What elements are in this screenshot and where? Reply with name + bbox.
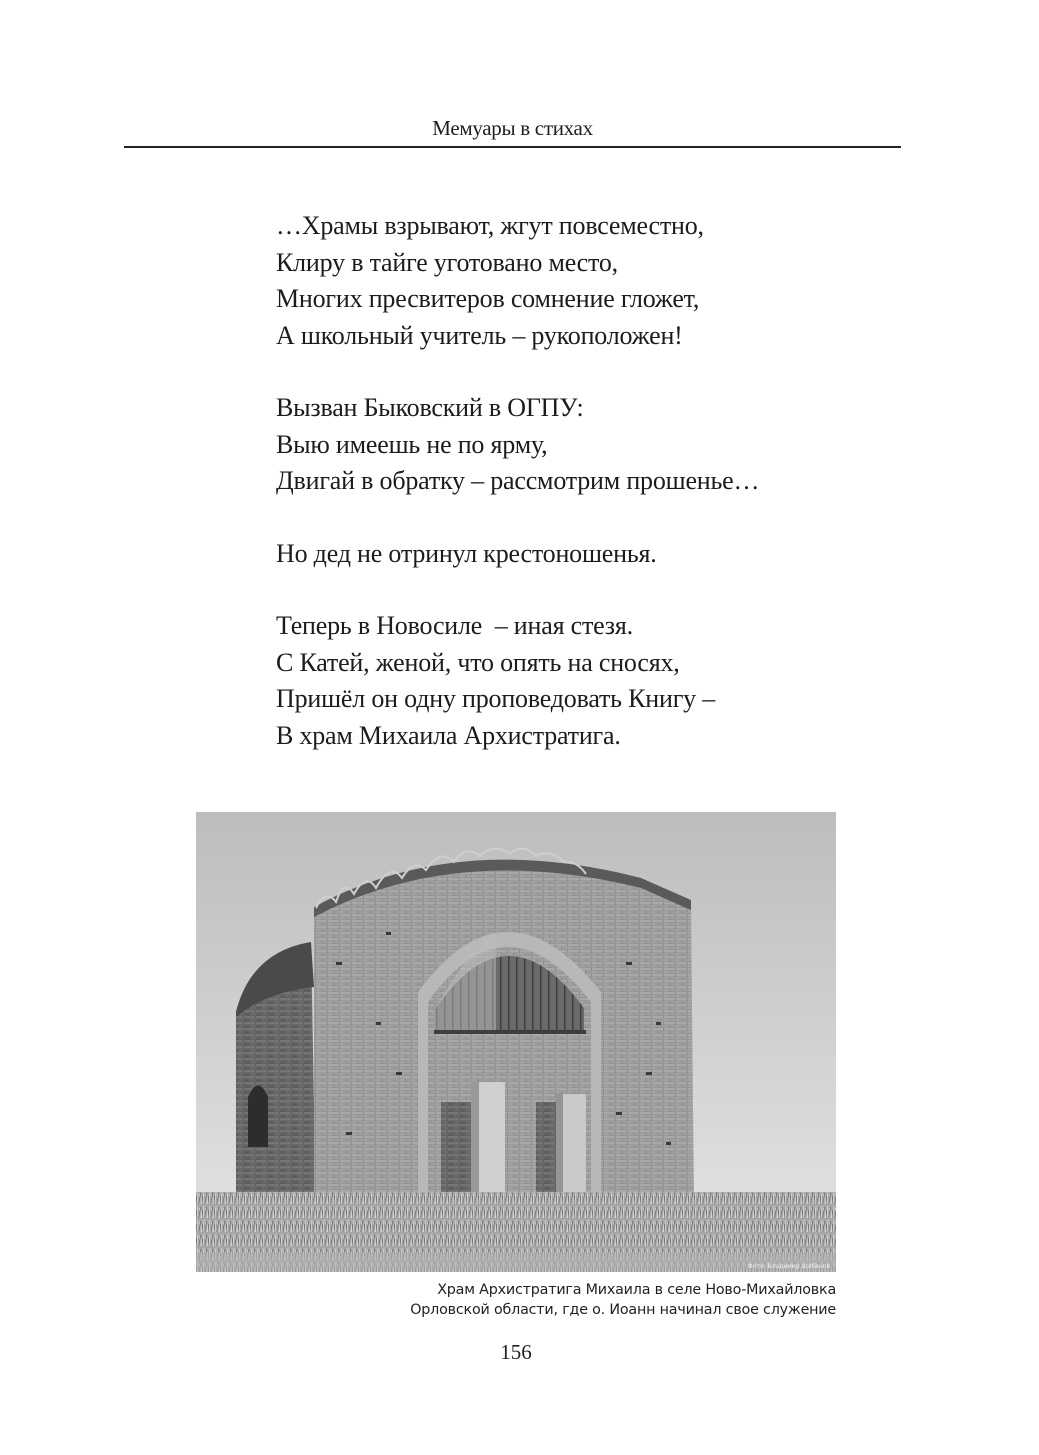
poem-line: Клиру в тайге уготовано место, [276,247,618,277]
poem-line: С Катей, женой, что опять на сносях, [276,647,680,677]
poem-line: Двигай в обратку – рассмотрим прошенье… [276,466,760,495]
poem-line: А школьный учитель – рукоположен! [276,320,683,350]
stanza [276,390,759,500]
caption-line: Храм Архистратига Михаила в селе Ново-Михайловка [437,1282,836,1298]
stanza [276,608,759,754]
poem-line: В храм Михаила Архистратига. [276,720,621,750]
poem-line: Выю имеешь не по ярму, [276,429,548,459]
poem-line: Пришёл он одну проповедовать Книгу – [276,684,716,713]
stanza [276,536,759,573]
church-photo [196,812,836,1272]
poem-line: Многих пресвитеров сомнение гложет, [276,284,700,313]
running-head: Мемуары в стихах [432,116,593,140]
header-rule [124,146,901,148]
poem-line: Теперь в Новосиле – иная стезя. [276,611,633,640]
poem-line: …Храмы взрывают, жгут повсеместно, [276,211,704,240]
stanza [276,208,759,354]
poem-line: Но дед не отринул крестоношенья. [276,538,657,568]
poem [276,208,759,790]
page-number: 156 [500,1340,532,1364]
caption-line: Орловской области, где о. Иоанн начинал свое служение [410,1302,836,1318]
figure-caption [380,1280,836,1320]
poem-line: Вызван Быковский в ОГПУ: [276,393,584,422]
svg-text:Фото: Владимир Шабанов: Фото: Владимир Шабанов [747,1263,830,1270]
